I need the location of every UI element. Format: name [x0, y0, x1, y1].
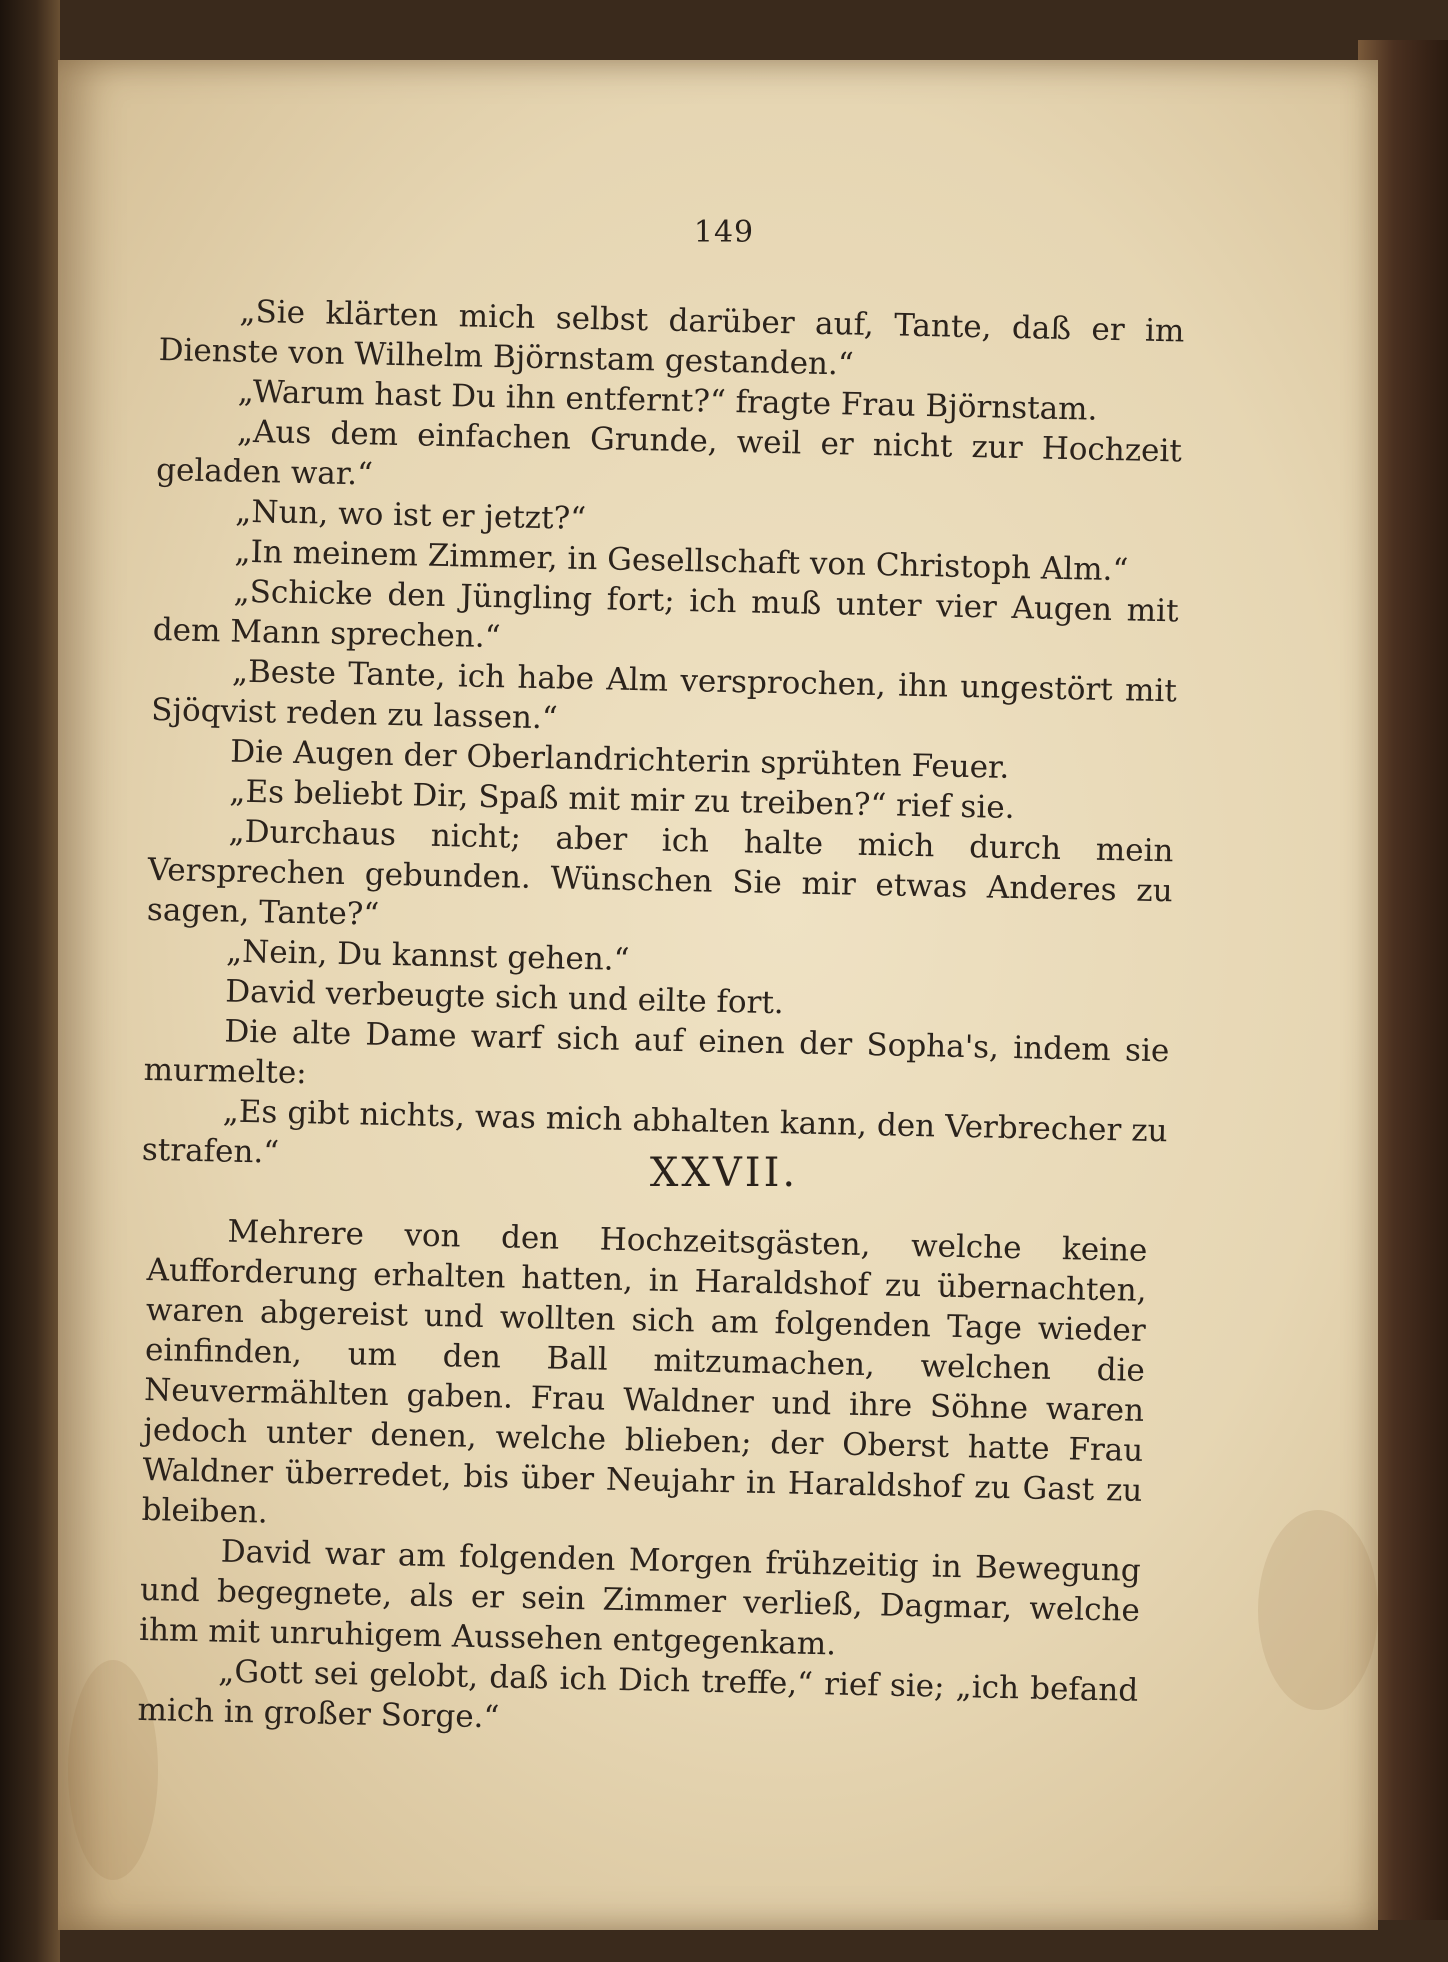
text-block-before-chapter: [142, 290, 1185, 1191]
chapter-heading: XXVII.: [649, 1150, 799, 1196]
paragraph: „Es gibt nichts, was mich abhalten kann, den Verbrecher zu strafen.“: [141, 1093, 1168, 1171]
paragraph: „In meinem Zimmer, in Gesellschaft von Christoph Alm.“: [234, 533, 1129, 589]
paper-stain: [1258, 1510, 1378, 1710]
paragraph: David war am folgenden Morgen frühzeitig in Bewegung und begegnete, als er sein Zimmer verließ, Dagmar, welche ihm mit unruhigem Aussehen entgegenkam.: [138, 1533, 1142, 1663]
page-number: 149: [693, 215, 755, 250]
paragraph: Die alte Dame warf sich auf einen der Sopha's, indem sie murmelte:: [143, 1013, 1170, 1092]
paragraph: „Schicke den Jüngling fort; ich muß unter vier Augen mit dem Mann sprechen.“: [152, 573, 1179, 656]
paragraph: „Gott sei gelobt, daß ich Dich treffe,“ rief sie; „ich befand mich in großer Sorge.“: [137, 1653, 1139, 1736]
paragraph: Die Augen der Oberlandrichterin sprühten Feuer.: [229, 733, 1010, 786]
paragraph: Mehrere von den Hochzeitsgästen, welche keine Aufforderung erhalten hatten, in Haraldshof zu übernachten, waren abgereist und wollten sich am folgenden Tage wieder einfinden, um den Ball mitzumachen, welchen die Neuvermählten gaben. Frau Waldner und ihre Söhne waren jedoch unter denen, welche blieben; der Oberst hatte Frau Waldner überredet, bis über Neujahr in Haraldshof zu Gast zu bleiben.: [141, 1213, 1148, 1531]
book-spine: [0, 0, 60, 1962]
paragraph: „Nun, wo ist er jetzt?“: [234, 493, 587, 537]
paragraph: „Durchaus nicht; aber ich halte mich durch mein Versprechen gebunden. Wünschen Sie mir etwas Anderes zu sagen, Tante?“: [146, 813, 1174, 933]
paragraph: David verbeugte sich und eilte fort.: [224, 973, 785, 1022]
paragraph: „Sie klärten mich selbst darüber auf, Tante, daß er im Dienste von Wilhelm Björnstam gestanden.“: [158, 293, 1185, 383]
paragraph: „Nein, Du kannst gehen.“: [225, 933, 630, 978]
text-block-after-chapter: [137, 1210, 1148, 1751]
paragraph: „Beste Tante, ich habe Alm versprochen, ihn ungestört mit Sjöqvist reden zu lassen.“: [150, 653, 1178, 737]
paragraph: „Aus dem einfachen Grunde, weil er nicht zur Hochzeit geladen war.“: [155, 413, 1183, 493]
paragraph: „Es beliebt Dir, Spaß mit mir zu treiben?“ rief sie.: [229, 773, 1015, 827]
paragraph: „Warum hast Du ihn entfernt?“ fragte Frau Björnstam.: [237, 373, 1098, 428]
